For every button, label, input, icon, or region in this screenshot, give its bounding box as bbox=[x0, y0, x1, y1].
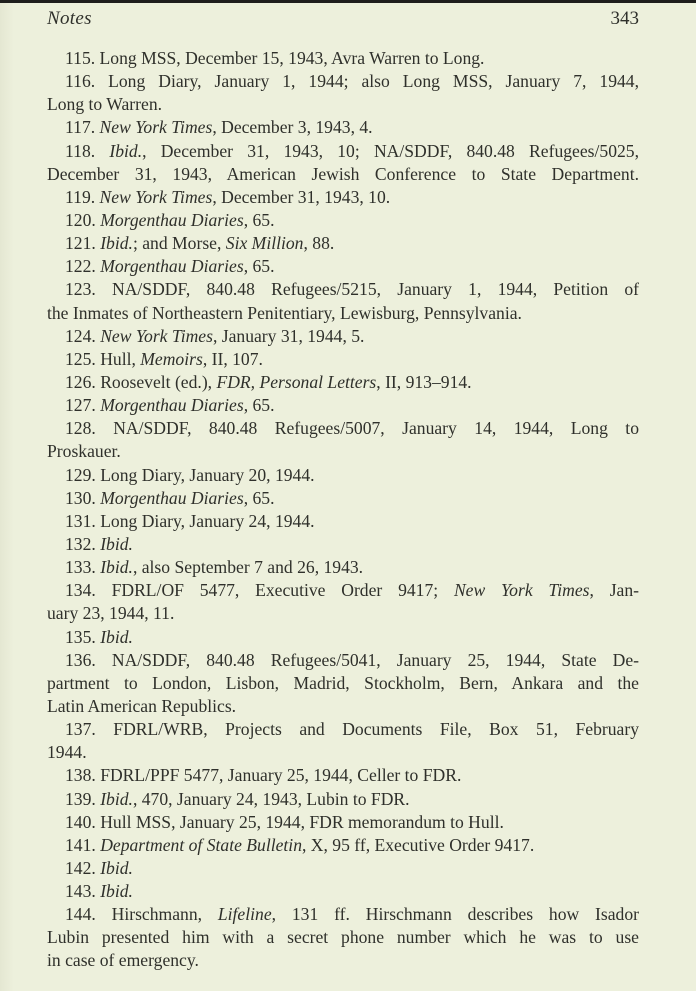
italic-title-text: Ibid. bbox=[100, 533, 133, 554]
endnote-117 bbox=[47, 116, 639, 139]
endnote-line bbox=[47, 278, 639, 301]
endnote-120 bbox=[47, 209, 639, 232]
endnote-line bbox=[47, 510, 639, 533]
endnote-line bbox=[47, 533, 639, 556]
note-text: ; and Morse, bbox=[132, 233, 226, 254]
note-text: 120. bbox=[65, 209, 101, 230]
endnote-line bbox=[47, 926, 639, 949]
italic-title-text: Ibid. bbox=[100, 233, 133, 254]
endnote-line bbox=[47, 649, 639, 672]
endnote-144 bbox=[47, 903, 639, 972]
endnote-line bbox=[47, 394, 639, 417]
endnote-line bbox=[47, 579, 639, 602]
endnote-134 bbox=[47, 579, 639, 625]
note-text: 142. bbox=[65, 857, 101, 878]
note-text: 125. Hull, bbox=[65, 348, 141, 369]
note-text: 135. bbox=[65, 626, 101, 647]
note-text: , 65. bbox=[243, 395, 275, 416]
note-text: 123. NA/SDDF, 840.48 Refugees/5215, January 1, 1944, Petition of bbox=[65, 279, 639, 300]
italic-title-text: Lifeline bbox=[217, 904, 272, 925]
endnote-133 bbox=[47, 556, 639, 579]
endnote-line bbox=[47, 626, 639, 649]
note-text: 119. bbox=[65, 186, 100, 207]
note-text: 130. bbox=[65, 487, 101, 508]
italic-title-text: New York Times bbox=[453, 580, 590, 601]
endnote-line bbox=[47, 949, 639, 972]
endnote-142 bbox=[47, 857, 639, 880]
note-text: in case of emergency. bbox=[47, 950, 199, 971]
endnote-125 bbox=[47, 348, 639, 371]
note-text: Long to Warren. bbox=[47, 94, 163, 115]
endnote-127 bbox=[47, 394, 639, 417]
running-head bbox=[47, 6, 639, 32]
endnote-line bbox=[47, 348, 639, 371]
endnote-line bbox=[47, 93, 639, 116]
endnote-130 bbox=[47, 487, 639, 510]
endnote-line bbox=[47, 47, 639, 70]
note-text: , 65. bbox=[243, 256, 275, 277]
endnotes-list bbox=[47, 47, 639, 973]
endnote-line bbox=[47, 116, 639, 139]
note-text: 132. bbox=[65, 533, 101, 554]
endnote-line bbox=[47, 834, 639, 857]
section-title: Notes bbox=[47, 8, 92, 29]
endnote-124 bbox=[47, 325, 639, 348]
endnote-115 bbox=[47, 47, 639, 70]
note-text: 127. bbox=[65, 395, 101, 416]
endnote-135 bbox=[47, 626, 639, 649]
note-text: , 65. bbox=[243, 209, 275, 230]
note-text: 122. bbox=[65, 256, 101, 277]
note-text: , 470, January 24, 1943, Lubin to FDR. bbox=[132, 788, 410, 809]
note-text: 133. bbox=[65, 557, 101, 578]
endnote-line bbox=[47, 602, 639, 625]
endnote-line bbox=[47, 232, 639, 255]
note-text: 138. FDRL/PPF 5477, January 25, 1944, Celler to FDR. bbox=[65, 765, 462, 786]
endnote-line bbox=[47, 325, 639, 348]
endnote-line bbox=[47, 903, 639, 926]
italic-title-text: Ibid. bbox=[100, 857, 133, 878]
note-text: Proskauer. bbox=[47, 441, 121, 462]
note-text: 131. Long Diary, January 24, 1944. bbox=[65, 510, 315, 531]
italic-title-text: Department of State Bulletin bbox=[100, 834, 302, 855]
endnote-line bbox=[47, 70, 639, 93]
note-text: , 131 ff. Hirschmann describes how Isador bbox=[271, 904, 639, 925]
note-text: Latin American Republics. bbox=[47, 695, 237, 716]
italic-title-text: Ibid. bbox=[100, 881, 133, 902]
italic-title-text: FDR, Personal Letters bbox=[216, 371, 377, 392]
endnote-137 bbox=[47, 718, 639, 764]
italic-title-text: New York Times bbox=[99, 186, 213, 207]
note-text: 144. Hirschmann, bbox=[65, 904, 218, 925]
endnote-line bbox=[47, 464, 639, 487]
note-text: 141. bbox=[65, 834, 101, 855]
note-text: uary 23, 1944, 11. bbox=[47, 603, 175, 624]
endnote-line bbox=[47, 186, 639, 209]
endnote-141 bbox=[47, 834, 639, 857]
italic-title-text: Six Million bbox=[225, 233, 304, 254]
endnote-122 bbox=[47, 255, 639, 278]
note-text: , II, 913–914. bbox=[376, 371, 472, 392]
note-text: , December 31, 1943, 10. bbox=[212, 186, 391, 207]
page-number: 343 bbox=[610, 8, 639, 29]
italic-title-text: New York Times bbox=[100, 325, 213, 346]
endnote-line bbox=[47, 440, 639, 463]
note-text: 1944. bbox=[47, 742, 87, 763]
note-text: 117. bbox=[65, 117, 100, 138]
endnote-line bbox=[47, 672, 639, 695]
endnote-line bbox=[47, 487, 639, 510]
endnote-line bbox=[47, 695, 639, 718]
note-text: 136. NA/SDDF, 840.48 Refugees/5041, January 25, 1944, State De- bbox=[65, 649, 639, 670]
endnote-118 bbox=[47, 140, 639, 186]
note-text: 140. Hull MSS, January 25, 1944, FDR memorandum to Hull. bbox=[65, 811, 504, 832]
note-text: 134. FDRL/OF 5477, Executive Order 9417; bbox=[65, 580, 454, 601]
endnote-line bbox=[47, 764, 639, 787]
endnote-line bbox=[47, 302, 639, 325]
note-text: , 65. bbox=[243, 487, 275, 508]
endnote-line bbox=[47, 255, 639, 278]
endnote-129 bbox=[47, 464, 639, 487]
scan-top-border bbox=[0, 0, 696, 3]
endnote-128 bbox=[47, 417, 639, 463]
note-text: Lubin presented him with a secret phone number which he was to use bbox=[47, 927, 639, 948]
endnote-line bbox=[47, 718, 639, 741]
endnote-line bbox=[47, 140, 639, 163]
endnote-line bbox=[47, 880, 639, 903]
note-text: the Inmates of Northeastern Penitentiary, Lewisburg, Pennsylvania. bbox=[47, 302, 522, 323]
italic-title-text: Ibid. bbox=[109, 140, 143, 161]
endnote-136 bbox=[47, 649, 639, 718]
note-text: 129. Long Diary, January 20, 1944. bbox=[65, 464, 315, 485]
note-text: 128. NA/SDDF, 840.48 Refugees/5007, January 14, 1944, Long to bbox=[65, 418, 639, 439]
italic-title-text: Morgenthau Diaries bbox=[100, 256, 244, 277]
endnote-line bbox=[47, 788, 639, 811]
note-text: , Jan- bbox=[589, 580, 639, 601]
note-text: 124. bbox=[65, 325, 101, 346]
note-text: , also September 7 and 26, 1943. bbox=[132, 557, 364, 578]
italic-title-text: New York Times bbox=[99, 117, 213, 138]
endnote-line bbox=[47, 163, 639, 186]
note-text: , December 3, 1943, 4. bbox=[212, 117, 373, 138]
endnote-line bbox=[47, 811, 639, 834]
note-text: 126. Roosevelt (ed.), bbox=[65, 371, 217, 392]
endnote-132 bbox=[47, 533, 639, 556]
endnote-line bbox=[47, 741, 639, 764]
italic-title-text: Morgenthau Diaries bbox=[100, 209, 244, 230]
endnote-line bbox=[47, 371, 639, 394]
note-text: , December 31, 1943, 10; NA/SDDF, 840.48 Refugees/5025, bbox=[142, 140, 639, 161]
note-text: 137. FDRL/WRB, Projects and Documents File, Box 51, February bbox=[65, 719, 639, 740]
italic-title-text: Morgenthau Diaries bbox=[100, 487, 244, 508]
italic-title-text: Morgenthau Diaries bbox=[100, 395, 244, 416]
endnote-line bbox=[47, 857, 639, 880]
endnote-119 bbox=[47, 186, 639, 209]
endnote-126 bbox=[47, 371, 639, 394]
page-gutter-shade bbox=[0, 3, 14, 991]
note-text: 116. Long Diary, January 1, 1944; also Long MSS, January 7, 1944, bbox=[65, 71, 639, 92]
endnote-121 bbox=[47, 232, 639, 255]
endnote-line bbox=[47, 417, 639, 440]
italic-title-text: Ibid. bbox=[100, 557, 133, 578]
endnote-143 bbox=[47, 880, 639, 903]
note-text: partment to London, Lisbon, Madrid, Stockholm, Bern, Ankara and the bbox=[47, 672, 639, 693]
endnote-138 bbox=[47, 764, 639, 787]
note-text: , X, 95 ff, Executive Order 9417. bbox=[302, 834, 535, 855]
endnote-line bbox=[47, 209, 639, 232]
italic-title-text: Memoirs bbox=[140, 348, 203, 369]
note-text: 115. Long MSS, December 15, 1943, Avra Warren to Long. bbox=[65, 48, 485, 68]
endnote-116 bbox=[47, 70, 639, 116]
note-text: 118. bbox=[65, 140, 110, 161]
note-text: 139. bbox=[65, 788, 101, 809]
note-text: 143. bbox=[65, 881, 101, 902]
note-text: , II, 107. bbox=[202, 348, 263, 369]
note-text: , January 31, 1944, 5. bbox=[212, 325, 365, 346]
endnote-131 bbox=[47, 510, 639, 533]
note-text: , 88. bbox=[303, 233, 335, 254]
italic-title-text: Ibid. bbox=[100, 626, 133, 647]
endnote-123 bbox=[47, 278, 639, 324]
endnote-line bbox=[47, 556, 639, 579]
endnote-139 bbox=[47, 788, 639, 811]
note-text: December 31, 1943, American Jewish Conference to State Department. bbox=[47, 163, 639, 184]
note-text: 121. bbox=[65, 233, 101, 254]
italic-title-text: Ibid. bbox=[100, 788, 133, 809]
endnote-140 bbox=[47, 811, 639, 834]
